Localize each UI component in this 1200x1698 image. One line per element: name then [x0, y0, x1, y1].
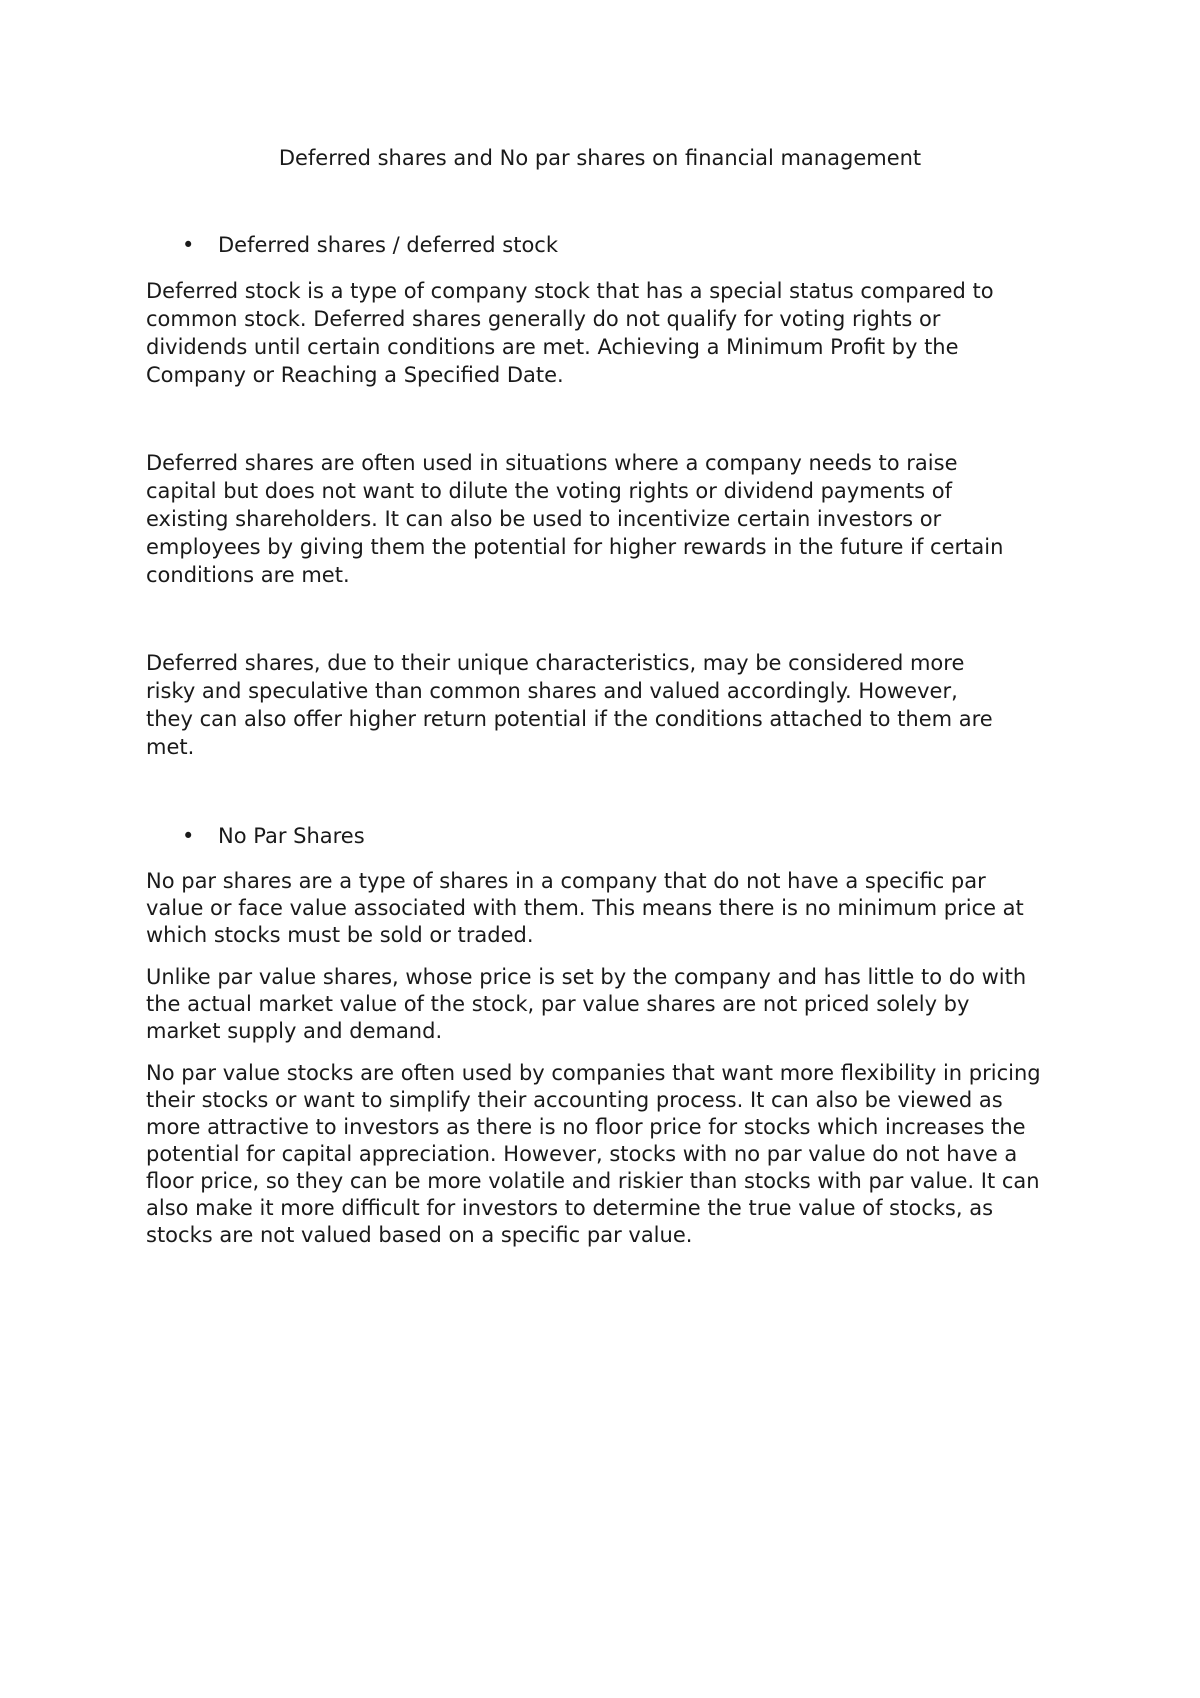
text-line: stocks are not valued based on a specific par value. — [146, 1223, 693, 1247]
text-line: Unlike par value shares, whose price is set by the company and has little to do with — [146, 965, 1027, 989]
text-line: Deferred shares are often used in situations where a company needs to raise — [146, 451, 958, 475]
paragraph — [146, 649, 1076, 761]
text-line: dividends until certain conditions are met. Achieving a Minimum Profit by the — [146, 335, 959, 359]
text-line: which stocks must be sold or traded. — [146, 923, 534, 947]
text-line: market supply and demand. — [146, 1019, 443, 1043]
text-line: met. — [146, 735, 195, 759]
paragraph — [146, 964, 1076, 1045]
text-line: No par shares are a type of shares in a company that do not have a specific par — [146, 869, 986, 893]
text-line: Deferred shares, due to their unique characteristics, may be considered more — [146, 651, 965, 675]
bullet-dot: • — [182, 824, 195, 848]
paragraph — [146, 868, 1076, 949]
text-line: potential for capital appreciation. However, stocks with no par value do not have a — [146, 1142, 1018, 1166]
bullet-dot: • — [182, 233, 195, 257]
text-line: Company or Reaching a Specified Date. — [146, 363, 564, 387]
text-line: existing shareholders. It can also be used to incentivize certain investors or — [146, 507, 942, 531]
document-title: Deferred shares and No par shares on financial management — [278, 146, 922, 170]
text-line: common stock. Deferred shares generally do not qualify for voting rights or — [146, 307, 941, 331]
text-line: No par value stocks are often used by companies that want more flexibility in pricing — [146, 1061, 1041, 1085]
paragraph — [146, 449, 1076, 589]
text-line: they can also offer higher return potential if the conditions attached to them are — [146, 707, 993, 731]
text-line: Deferred stock is a type of company stock that has a special status compared to — [146, 279, 994, 303]
text-line: more attractive to investors as there is no floor price for stocks which increases the — [146, 1115, 1026, 1139]
section-heading: No Par Shares — [218, 824, 365, 848]
text-line: also make it more difficult for investors to determine the true value of stocks, as — [146, 1196, 994, 1220]
paragraph — [146, 277, 1076, 389]
text-line: value or face value associated with them. This means there is no minimum price at — [146, 896, 1024, 920]
text-line: their stocks or want to simplify their accounting process. It can also be viewed as — [146, 1088, 1003, 1112]
section-heading: Deferred shares / deferred stock — [218, 233, 558, 257]
text-line: the actual market value of the stock, par value shares are not priced solely by — [146, 992, 970, 1016]
text-line: conditions are met. — [146, 563, 350, 587]
text-line: employees by giving them the potential for higher rewards in the future if certain — [146, 535, 1004, 559]
text-line: capital but does not want to dilute the voting rights or dividend payments of — [146, 479, 952, 503]
text-line: risky and speculative than common shares and valued accordingly. However, — [146, 679, 958, 703]
text-line: floor price, so they can be more volatile and riskier than stocks with par value. It can — [146, 1169, 1040, 1193]
paragraph — [146, 1060, 1076, 1249]
